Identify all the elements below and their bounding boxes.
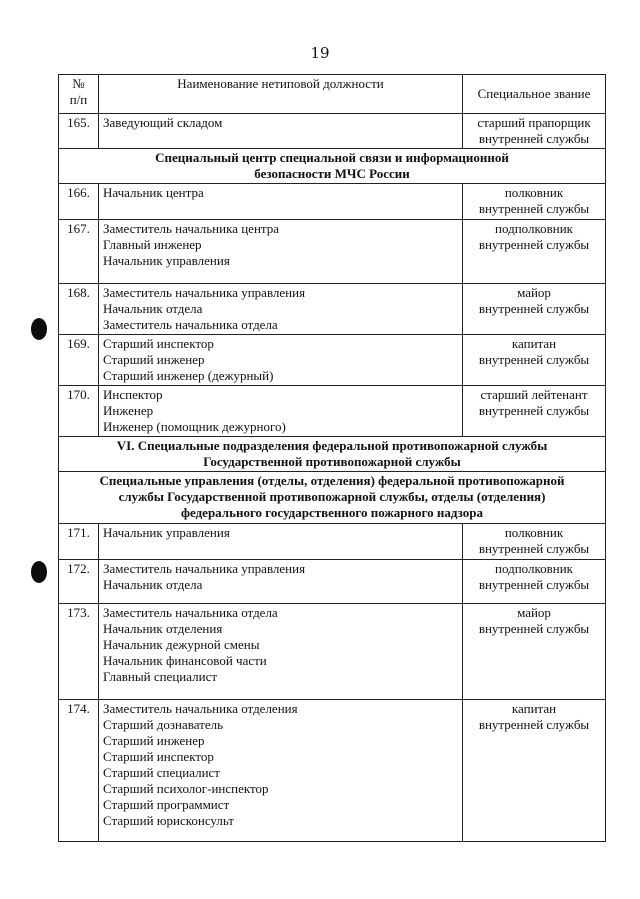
position-title: Старший программист: [103, 797, 230, 812]
table-row: [59, 284, 606, 335]
position-title: Старший инженер: [103, 733, 205, 748]
rank-cell: [463, 524, 606, 560]
punch-hole: [31, 318, 47, 340]
section-heading-line: Специальные управления (отделы, отделения) федеральной противопожарной: [99, 473, 565, 488]
position-title: Начальник отдела: [103, 577, 203, 592]
position-title: Инженер: [103, 403, 154, 418]
row-number: 173.: [59, 604, 99, 700]
table-row: [59, 335, 606, 386]
position-cell: [99, 220, 463, 284]
section-heading: [59, 149, 606, 184]
row-number: 172.: [59, 560, 99, 604]
rank-line: внутренней службы: [478, 201, 590, 216]
header-num-symbol: №: [72, 76, 85, 91]
section-heading-line: службы Государственной противопожарной службы, отделы (отделения): [118, 489, 546, 504]
section-heading-line: Государственной противопожарной службы: [203, 454, 461, 469]
rank-line: полковник: [504, 185, 564, 200]
header-position-label: Наименование нетиповой должности: [177, 76, 384, 91]
rank-line: внутренней службы: [478, 237, 590, 252]
position-title: Главный специалист: [103, 669, 218, 684]
table-row: [59, 114, 606, 149]
rank-line: внутренней службы: [478, 621, 590, 636]
rank-line: старший прапорщик: [477, 115, 591, 130]
table-row: [59, 604, 606, 700]
rank-line: подполковник: [495, 221, 573, 236]
rank-cell: [463, 184, 606, 220]
position-title: Начальник управления: [103, 253, 230, 268]
row-number: 167.: [59, 220, 99, 284]
position-title: Начальник центра: [103, 185, 204, 200]
punch-hole: [31, 561, 47, 583]
row-number: 168.: [59, 284, 99, 335]
table-row: [59, 184, 606, 220]
position-cell: [99, 560, 463, 604]
position-title: Старший инженер: [103, 352, 205, 367]
position-title: Старший психолог-инспектор: [103, 781, 269, 796]
position-cell: [99, 284, 463, 335]
position-title: Начальник финансовой части: [103, 653, 267, 668]
position-title: Начальник отделения: [103, 621, 223, 636]
section-heading-line: федерального государственного пожарного надзора: [181, 505, 483, 520]
section-heading-line: безопасности МЧС России: [254, 166, 410, 181]
position-title: Главный инженер: [103, 237, 202, 252]
header-rank-label: Специальное звание: [477, 86, 591, 101]
table-row: [59, 560, 606, 604]
rank-line: капитан: [511, 701, 557, 716]
rank-cell: [463, 700, 606, 842]
rank-cell: [463, 114, 606, 149]
rank-cell: [463, 220, 606, 284]
rank-line: капитан: [511, 336, 557, 351]
position-cell: [99, 524, 463, 560]
position-title: Заместитель начальника управления: [103, 561, 306, 576]
table-row: [59, 524, 606, 560]
position-title: Старший инспектор: [103, 336, 214, 351]
rank-line: внутренней службы: [478, 717, 590, 732]
section-heading-row: [59, 437, 606, 472]
rank-cell: [463, 604, 606, 700]
rank-cell: [463, 560, 606, 604]
position-title: Старший дознаватель: [103, 717, 224, 732]
position-title: Старший инженер (дежурный): [103, 368, 274, 383]
row-number: 171.: [59, 524, 99, 560]
section-heading-line: Специальный центр специальной связи и информационной: [155, 150, 509, 165]
rank-line: старший лейтенант: [480, 387, 588, 402]
header-num: [59, 75, 99, 114]
section-heading: [59, 472, 606, 524]
position-cell: [99, 604, 463, 700]
position-title: Инспектор: [103, 387, 163, 402]
page-number: 19: [310, 44, 330, 62]
rank-line: майор: [517, 285, 551, 300]
position-cell: [99, 700, 463, 842]
rank-cell: [463, 284, 606, 335]
rank-line: внутренней службы: [478, 301, 590, 316]
table-row: [59, 386, 606, 437]
section-heading-line: VI. Специальные подразделения федеральной противопожарной службы: [116, 438, 548, 453]
position-title: Заместитель начальника отдела: [103, 317, 278, 332]
rank-line: внутренней службы: [478, 352, 590, 367]
header-num-abbrev: п/п: [69, 92, 88, 107]
table-header-row: [59, 75, 606, 114]
position-title: Старший инспектор: [103, 749, 214, 764]
rank-cell: [463, 335, 606, 386]
section-heading-row: [59, 472, 606, 524]
position-cell: [99, 386, 463, 437]
rank-line: майор: [517, 605, 551, 620]
position-title: Начальник дежурной смены: [103, 637, 260, 652]
position-title: Заместитель начальника отдела: [103, 605, 278, 620]
position-title: Заместитель начальника управления: [103, 285, 306, 300]
position-title: Заместитель начальника центра: [103, 221, 280, 236]
rank-line: внутренней службы: [478, 403, 590, 418]
section-heading-row: [59, 149, 606, 184]
position-title: Инженер (помощник дежурного): [103, 419, 286, 434]
position-title: Заведующий складом: [103, 115, 223, 130]
table-row: [59, 220, 606, 284]
position-title: Старший юрисконсульт: [103, 813, 234, 828]
rank-line: подполковник: [495, 561, 573, 576]
row-number: 166.: [59, 184, 99, 220]
table-row: [59, 700, 606, 842]
row-number: 165.: [59, 114, 99, 149]
position-title: Заместитель начальника отделения: [103, 701, 298, 716]
positions-table: [58, 74, 606, 842]
position-title: Начальник отдела: [103, 301, 203, 316]
rank-line: полковник: [504, 525, 564, 540]
position-cell: [99, 114, 463, 149]
rank-cell: [463, 386, 606, 437]
rank-line: внутренней службы: [478, 577, 590, 592]
row-number: 170.: [59, 386, 99, 437]
position-title: Старший специалист: [103, 765, 220, 780]
header-position: [99, 75, 463, 114]
rank-line: внутренней службы: [478, 131, 590, 146]
header-rank: [463, 75, 606, 114]
row-number: 174.: [59, 700, 99, 842]
row-number: 169.: [59, 335, 99, 386]
position-cell: [99, 184, 463, 220]
rank-line: внутренней службы: [478, 541, 590, 556]
section-heading: [59, 437, 606, 472]
position-cell: [99, 335, 463, 386]
position-title: Начальник управления: [103, 525, 230, 540]
